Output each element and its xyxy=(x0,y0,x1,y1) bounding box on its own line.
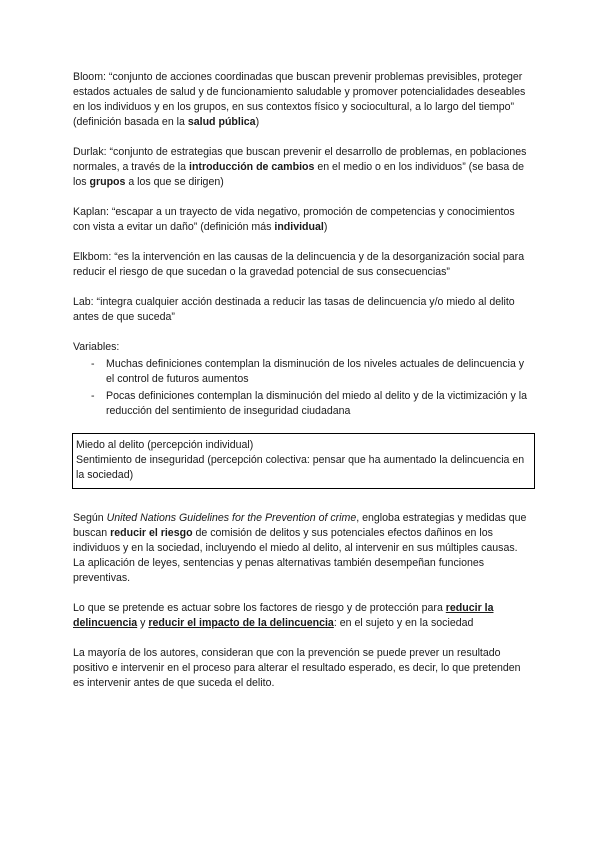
text-run: Elkbom: “es la intervención en las causas de la delincuencia y de la desorganización social para reducir el riesgo de que sucedan o la gravedad potencial de sus consecuencias” xyxy=(73,251,525,278)
paragraph-elkbom xyxy=(73,250,528,280)
box-line-miedo: Miedo al delito (percepción individual) xyxy=(76,439,254,451)
text-run: Según xyxy=(73,512,107,524)
text-run: La mayoría de los autores, consideran que con la prevención se puede prever un resultado positivo e intervenir en el proceso para alterar el resultado esperado, es decir, lo que pretenden es intervenir antes de que suceda el delito. xyxy=(73,647,521,689)
list-item: - Pocas definiciones contemplan la disminución del miedo al delito y de la victimización y la reducción del sentimiento de inseguridad ciudadana xyxy=(73,389,528,419)
variables-list xyxy=(73,357,528,419)
definition-box xyxy=(72,433,535,489)
box-line-sentimiento: Sentimiento de inseguridad (percepción colectiva: pensar que ha aumentado la delincuencia en la sociedad) xyxy=(76,454,525,481)
list-item: - Muchas definiciones contemplan la disminución de los niveles actuales de delincuencia y el control de futuros aumentos xyxy=(73,357,528,387)
text-run: en el medio o en los individuos” (se basa de los xyxy=(73,161,525,188)
text-run: individual xyxy=(274,221,324,233)
paragraph-durlak xyxy=(73,145,528,190)
text-run: United Nations Guidelines for the Prevention of crime xyxy=(106,512,357,524)
text-run: reducir el impacto de la delincuencia xyxy=(148,617,334,629)
text-run: ) xyxy=(255,116,260,128)
paragraph-mayoria xyxy=(73,646,528,691)
text-run: a los que se dirigen) xyxy=(125,176,224,188)
paragraph-lab xyxy=(73,295,528,325)
paragraph-kaplan xyxy=(73,205,528,235)
paragraph-segun xyxy=(73,511,528,586)
text-run: de comisión de delitos y sus potenciales efectos dañinos en los individuos y en la sociedad, incluyendo el miedo al delito, al intervenir en sus múltiples causas. La aplicación de leyes, sentencias y penas alternativas también desempeñan funciones preventivas. xyxy=(73,527,518,584)
text-run: salud pública xyxy=(187,116,256,128)
paragraph-pretende xyxy=(73,601,528,631)
text-run: reducir el riesgo xyxy=(110,527,193,539)
text-run: introducción de cambios xyxy=(189,161,315,173)
text-run: ) xyxy=(323,221,328,233)
variables-heading: Variables: xyxy=(73,341,120,353)
text-run: y xyxy=(137,617,149,629)
text-run: Lo que se pretende es actuar sobre los factores de riesgo y de protección para xyxy=(73,602,446,614)
text-run: Kaplan: “escapar a un trayecto de vida negativo, promoción de competencias y conocimientos con vista a evitar un daño” (definición más xyxy=(73,206,515,233)
text-run: , engloba estrategias y medidas que buscan xyxy=(73,512,527,539)
text-run: grupos xyxy=(89,176,126,188)
text-run: Bloom: “conjunto de acciones coordinadas que buscan prevenir problemas previsibles, proteger estados actuales de salud y de funcionamiento saludable y promover potencialidades deseables en los individuos y en los grupos, en sus contextos físico y sociocultural, a lo largo del tiempo” (definición basada en la xyxy=(73,71,526,128)
paragraph-bloom xyxy=(73,70,528,130)
text-run: : en el sujeto y en la sociedad xyxy=(333,617,474,629)
text-run: reducir la delincuencia xyxy=(73,602,494,629)
text-run: Lab: “integra cualquier acción destinada a reducir las tasas de delincuencia y/o miedo al delito antes de que suceda” xyxy=(73,296,515,323)
text-run: Durlak: “conjunto de estrategias que buscan prevenir el desarrollo de problemas, en poblaciones normales, a través de la xyxy=(73,146,527,173)
